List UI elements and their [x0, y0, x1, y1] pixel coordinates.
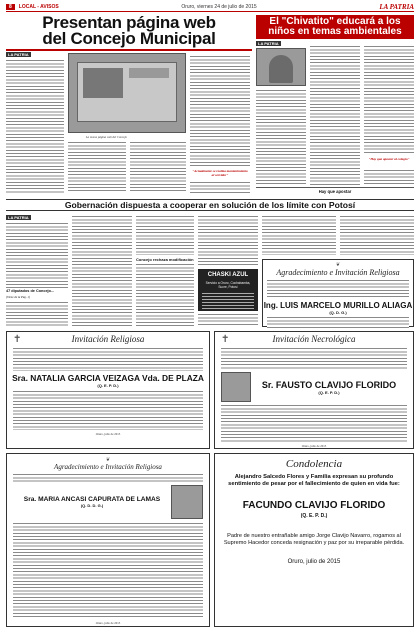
article-highlight: "Actualmente se realiza mantenimiento al servidor"	[192, 169, 248, 177]
notice-type: Invitación Religiosa	[71, 334, 145, 344]
notice-qdg: (Q. E. P. D.)	[318, 389, 340, 395]
chivatito-subhead: Hay que apostar	[256, 187, 414, 195]
page-header	[6, 3, 414, 12]
condolence-body: Padre de nuestro entrañable amigo Jorge Clavijo Navarro, rogamos al Supremo Hacedor conceda resignación y paz por su irreparable pérdida.	[223, 533, 405, 546]
article-source: LA PATRIA	[8, 52, 29, 57]
chivatito-body-col1	[256, 89, 306, 185]
article-body-col4b	[190, 181, 250, 193]
notice-footer: Oruro, julio de 2015	[301, 444, 327, 448]
notice-garcia: ✝ Invitación Religiosa Sra. NATALIA GARCIA VEIZAGA Vda. DE PLAZA (Q. E. P. D.) Oruro, julio de 2015	[6, 331, 210, 449]
gobernacion-source: LA PATRIA	[8, 215, 29, 220]
notice-qdg: (Q. E. P. D.)	[300, 513, 328, 519]
gobernacion-headline: Gobernación dispuesta a cooperar en solución de los límite con Potosí	[6, 199, 414, 211]
deceased-photo	[171, 485, 203, 519]
notice-footer: Oruro, julio de 2015	[95, 621, 121, 625]
notice-qdg: (Q. D. G.)	[329, 310, 347, 315]
concejo-subhead: Concejo rechaza modificación	[136, 257, 194, 262]
notice-footer: Oruro, julio de 2015	[287, 559, 341, 565]
second-row	[6, 215, 414, 327]
notice-type: Invitación Necrológica	[272, 334, 356, 344]
article-headline: Presentan página web del Concejo Municipal	[42, 13, 216, 48]
concejo-photo	[68, 53, 186, 133]
section-label: LOCAL - AVISOS	[18, 4, 59, 10]
article-body-col2	[68, 141, 126, 193]
gobernacion-subhead: 47 diputados de Concejo...	[6, 289, 55, 293]
chaski-ad-name: CHASKI AZUL	[207, 272, 249, 278]
gobernacion-body-col2	[72, 215, 132, 327]
notice-footer: Oruro, julio de 2015	[95, 432, 121, 436]
chivatito-body-col2	[310, 45, 360, 185]
top-stories	[6, 15, 414, 195]
notice-name: Ing. LUIS MARCELO MURILLO ALIAGA	[263, 301, 413, 310]
chivatito-body-col3	[364, 45, 414, 155]
condolence-intro: Alejandro Salcedo Flores y Familia expresan su profundo sentimiento de pesar por el fallecimiento de quien en vida fue:	[228, 474, 400, 487]
photo-caption: La nueva página web del Concejo	[86, 135, 127, 139]
issue-date: Oruro, viernes 24 de julio de 2015	[181, 4, 257, 10]
notice-ancasi: ❦ Agradecimiento e Invitación Religiosa Sra. MARIA ANCASI CAPURATA DE LAMAS (Q. D. D. G.) Oruro, julio de 2015	[6, 453, 210, 627]
notice-clavijo: ✝ Invitación Necrológica Sr. FAUSTO CLAVIJO FLORIDO (Q. E. P. D.) Oruro, julio de 2015	[214, 331, 414, 449]
article-body-col1	[6, 59, 64, 193]
concejo-body-col2b	[198, 313, 258, 327]
gobernacion-body-col1	[6, 222, 68, 288]
notice-type: Agradecimiento e Invitación Religiosa	[54, 463, 162, 471]
page-number: 8	[6, 4, 15, 10]
chivatito-photo	[256, 48, 306, 86]
article-body-col3	[130, 141, 186, 193]
notice-type: Agradecimiento e Invitación Religiosa	[276, 268, 400, 277]
notice-qdg: (Q. D. D. G.)	[80, 503, 104, 508]
notice-murillo: ❦ Agradecimiento e Invitación Religiosa Ing. LUIS MARCELO MURILLO ALIAGA (Q. D. G.)	[262, 259, 414, 327]
notice-name: Sr. FAUSTO CLAVIJO FLORIDO	[261, 379, 397, 390]
notice-name: FACUNDO CLAVIJO FLORIDO	[242, 500, 386, 511]
brand-logo: LA PATRIA	[379, 3, 414, 11]
chivatito-cont-col2	[340, 215, 414, 255]
concejo-body-col1	[136, 215, 194, 255]
gobernacion-footer: (Viene de la Pág. 1)	[6, 295, 30, 299]
chaski-azul-ad[interactable]	[198, 269, 258, 311]
gobernacion-body-col1b	[6, 301, 68, 327]
article-chivatito	[256, 15, 414, 195]
article-body-col4	[190, 55, 250, 167]
concejo-body-col1b	[136, 263, 194, 327]
chivatito-cont-col1	[262, 215, 336, 255]
chivatito-body-col3b	[364, 169, 414, 185]
deceased-photo	[221, 372, 251, 402]
chivatito-highlight: "Hay que apostar al colegio"	[368, 157, 410, 161]
chivatito-source: LA PATRIA	[258, 41, 279, 46]
notice-type: Condolencia	[285, 458, 343, 470]
notice-name: Sra. MARIA ANCASI CAPURATA DE LAMAS	[23, 496, 161, 503]
concejo-body-col2	[198, 215, 258, 267]
chivatito-headline: El "Chivatito" educará a los niños en temas ambientales	[256, 15, 414, 39]
notice-name: Sra. NATALIA GARCIA VEIZAGA Vda. DE PLAZA	[12, 373, 204, 383]
chaski-ad-text: Servicio a Oruro, Cochabamba, Sucre, Potosí	[205, 281, 251, 289]
notice-condolencia	[214, 453, 414, 627]
article-pagina-web	[6, 15, 252, 195]
notice-qdg: (Q. E. P. D.)	[97, 383, 119, 388]
newspaper-page	[6, 3, 414, 627]
